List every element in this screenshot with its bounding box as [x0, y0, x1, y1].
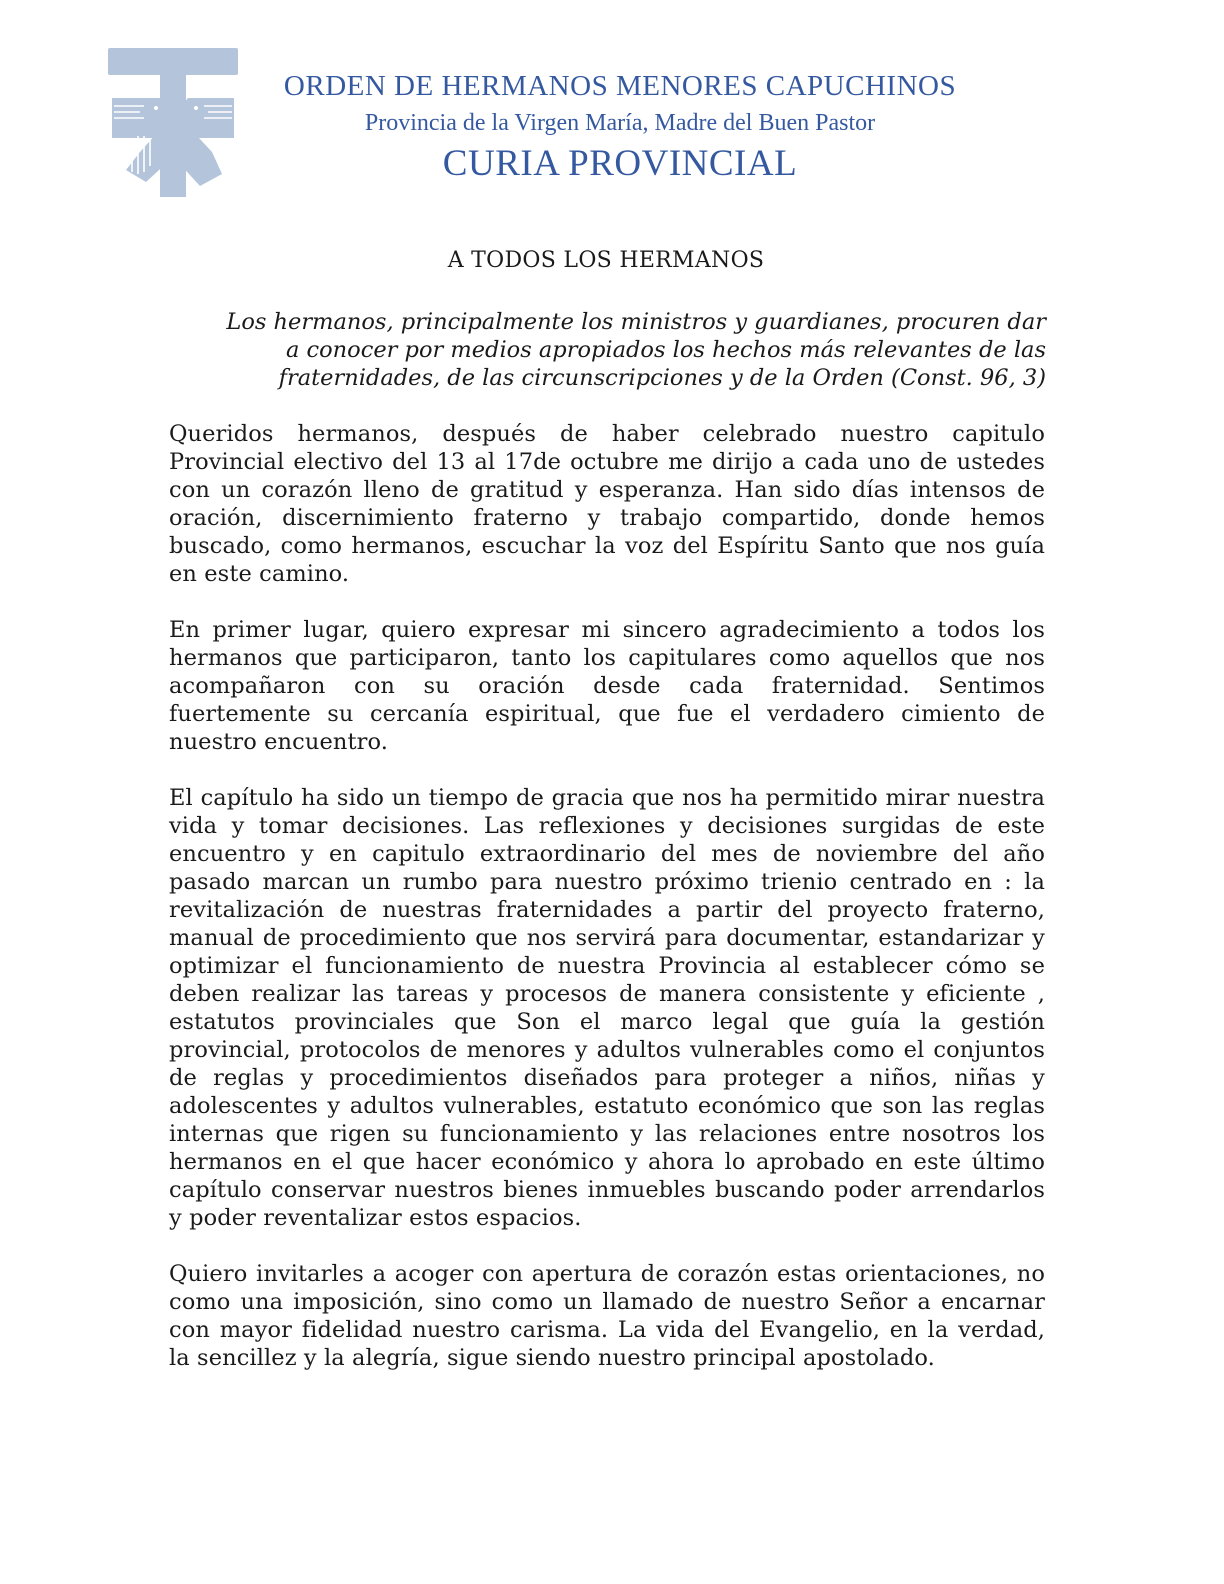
- order-name: ORDEN DE HERMANOS MENORES CAPUCHINOS: [283, 70, 957, 102]
- body-paragraph: Queridos hermanos, después de haber celebrado nuestro capitulo Provincial electivo del 13 al 17de octubre me dirijo a cada uno de ustedes con un corazón lleno de gratitud y esperanza. Han sido días intensos de oración, discernimiento fraterno y trabajo compartido, donde hemos buscado, como hermanos, escuchar la voz del Espíritu Santo que nos guía en este camino.: [169, 421, 1045, 587]
- body-paragraph: En primer lugar, quiero expresar mi sincero agradecimiento a todos los hermanos que participaron, tanto los capitulares como aquellos que nos acompañaron con su oración desde cada fraternidad. Sentimos fuertemente su cercanía espiritual, que fue el verdadero cimiento de nuestro encuentro.: [169, 617, 1045, 755]
- epigraph-line: fraternidades, de las circunscripciones y de la Orden (Const. 96, 3): [278, 365, 1046, 391]
- salutation-heading: A TODOS LOS HERMANOS: [447, 248, 765, 273]
- province-name: Provincia de la Virgen María, Madre del Buen Pastor: [364, 110, 876, 136]
- letter-body: [169, 420, 1045, 1400]
- body-paragraph: Quiero invitarles a acoger con apertura de corazón estas orientaciones, no como una imposición, sino como un llamado de nuestro Señor a encarnar con mayor fidelidad nuestro carisma. La vida del Evangelio, en la verdad, la sencillez y la alegría, sigue siendo nuestro principal apostolado.: [169, 1261, 1045, 1371]
- letterhead: [250, 66, 990, 188]
- epigraph-line: Los hermanos, principalmente los ministros y guardianes, procuren dar: [226, 309, 1046, 335]
- epigraph-line: a conocer por medios apropiados los hechos más relevantes de las: [285, 337, 1046, 363]
- body-paragraph: El capítulo ha sido un tiempo de gracia que nos ha permitido mirar nuestra vida y tomar decisiones. Las reflexiones y decisiones surgidas de este encuentro y en capitulo extraordinario del mes de noviembre del año pasado marcan un rumbo para nuestro próximo trienio centrado en : la revitalización de nuestras fraternidades a partir del proyecto fraterno, manual de procedimiento que nos servirá para documentar, estandarizar y optimizar el funcionamiento de nuestra Provincia al establecer cómo se deben realizar las tareas y procesos de manera consistente y eficiente , estatutos provinciales que Son el marco legal que guía la gestión provincial, protocolos de menores y adultos vulnerables como el conjuntos de reglas y procedimientos diseñados para proteger a niños, niñas y adolescentes y adultos vulnerables, estatuto económico que son las reglas internas que rigen su funcionamiento y las relaciones entre nosotros los hermanos en el que hacer económico y ahora lo aprobado en este último capítulo conservar nuestros bienes inmuebles buscando poder arrendarlos y poder reventalizar estos espacios.: [169, 785, 1045, 1231]
- epigraph-quote: [190, 308, 1046, 392]
- logo-graphic: [104, 46, 244, 202]
- capuchin-tau-cross-logo-icon: [104, 46, 244, 202]
- curia-title: CURIA PROVINCIAL: [442, 143, 798, 184]
